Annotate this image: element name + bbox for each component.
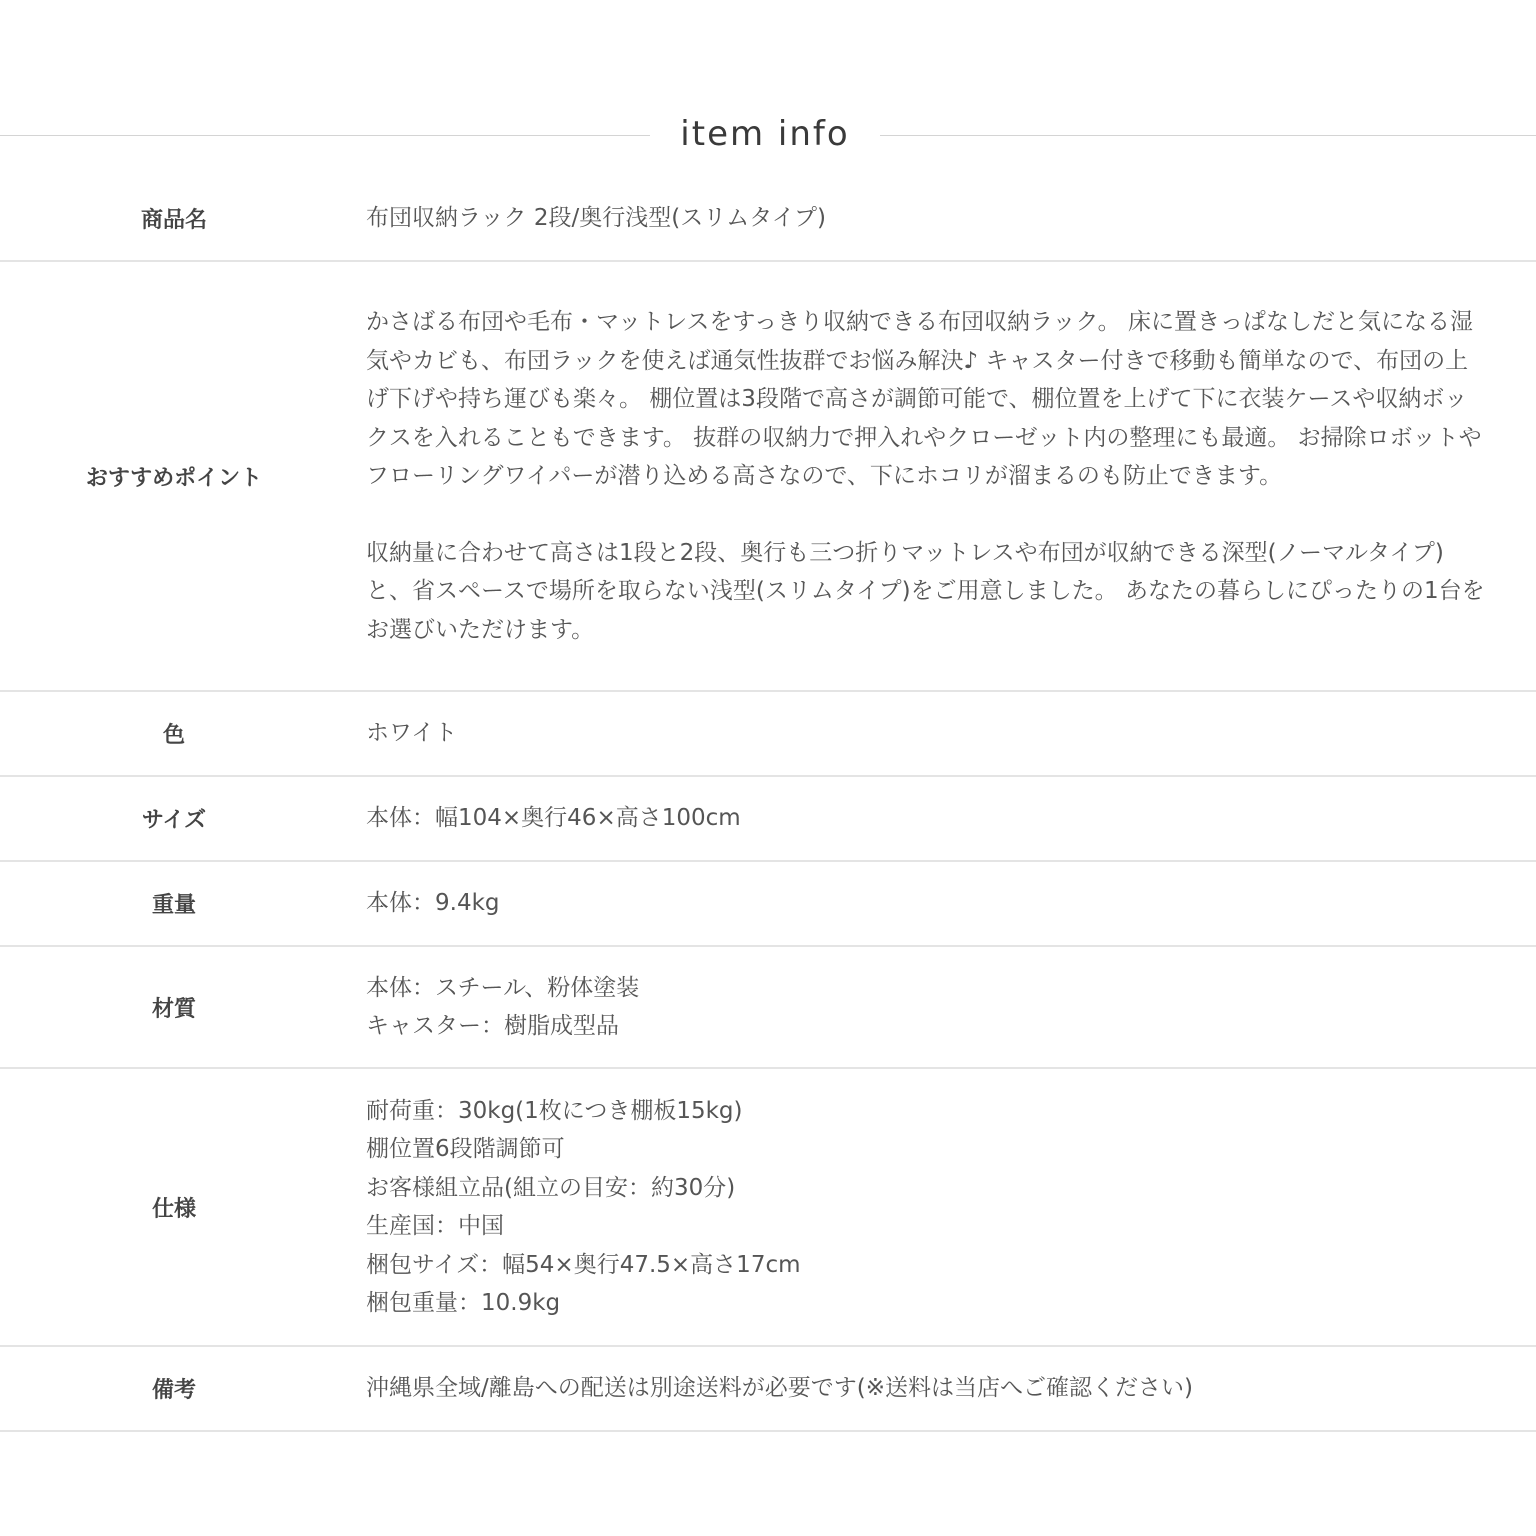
spec-row-product-name [0, 176, 1536, 262]
spec-label: 材質 [151, 996, 196, 1022]
spec-value-line: 棚位置6段階調節可 [366, 1136, 565, 1162]
spec-value-line: 本体：9.4kg [366, 890, 500, 917]
header-divider-left [0, 135, 650, 136]
spec-value-paragraph: かさばる布団や毛布・マットレスをすっきり収納できる布団収納ラック。 床に置きっぱなしだと気になる湿気やカビも、布団ラックを使えば通気性抜群でお悩み解決♪ キャスター付きで移動も簡単なので、布団の上げ下げや持ち運びも楽々。 棚位置は3段階で高さが調節可能で、棚位置を上げて下に衣装ケースや収納ボックスを入れることもできます。 抜群の収納力で押入れやクローゼット内の整理にも最適。 お掃除ロボットやフローリングワイパーが潜り込める高さなので、下にホコリが溜まるのも防止できます。 [366, 309, 1482, 489]
spec-row-size [0, 777, 1536, 862]
header-divider-right [880, 135, 1536, 136]
spec-value-line: ホワイト [366, 720, 458, 747]
spec-value-line: 本体：幅104×奥行46×高さ100cm [366, 805, 741, 832]
spec-row-recommend [0, 262, 1536, 692]
spec-table [0, 176, 1536, 1432]
spec-value [348, 1092, 1536, 1323]
spec-value-line: 梱包重量：10.9kg [366, 1290, 561, 1316]
spec-row-specification [0, 1069, 1536, 1347]
spec-label: サイズ [141, 808, 207, 833]
spec-value-line: 沖縄県全域/離島への配送は別途送料が必要です(※送料は当店へご確認ください) [366, 1375, 1193, 1402]
section-title: item info [680, 114, 850, 154]
spec-value-line: 布団収納ラック 2段/奥行浅型(スリムタイプ) [366, 204, 827, 231]
spec-value-line: 生産国：中国 [366, 1213, 504, 1239]
spec-label: 仕様 [151, 1196, 196, 1222]
spec-label: 色 [162, 723, 185, 748]
spec-value-line: キャスター：樹脂成型品 [366, 1013, 619, 1039]
spec-row-color [0, 692, 1536, 777]
spec-value [348, 969, 1536, 1046]
spec-value [348, 1369, 1536, 1408]
spec-label: 備考 [151, 1378, 196, 1403]
spec-value-line: 梱包サイズ：幅54×奥行47.5×高さ17cm [366, 1251, 801, 1278]
spec-value [348, 303, 1536, 649]
spec-row-material [0, 947, 1536, 1069]
spec-value [348, 714, 1536, 753]
spec-row-weight [0, 862, 1536, 947]
spec-value [348, 199, 1536, 238]
spec-value-line: 耐荷重：30kg(1枚につき棚板15kg) [366, 1097, 743, 1124]
section-header [0, 108, 1536, 160]
spec-value-line: お客様組立品(組立の目安：約30分) [366, 1174, 736, 1201]
spec-value-paragraph: 収納量に合わせて高さは1段と2段、奥行も三つ折りマットレスや布団が収納できる深型(ノーマルタイプ)と、省スペースで場所を取らない浅型(スリムタイプ)をご用意しました。 あなたの暮らしにぴったりの1台をお選びいただけます。 [366, 539, 1485, 643]
spec-value [348, 884, 1536, 923]
spec-label: 重量 [151, 893, 196, 918]
spec-label: 商品名 [140, 207, 207, 233]
spec-label: おすすめポイント [85, 465, 263, 491]
spec-value-line: 本体：スチール、粉体塗装 [366, 974, 640, 1001]
spec-value [348, 799, 1536, 838]
spec-row-notes [0, 1347, 1536, 1432]
